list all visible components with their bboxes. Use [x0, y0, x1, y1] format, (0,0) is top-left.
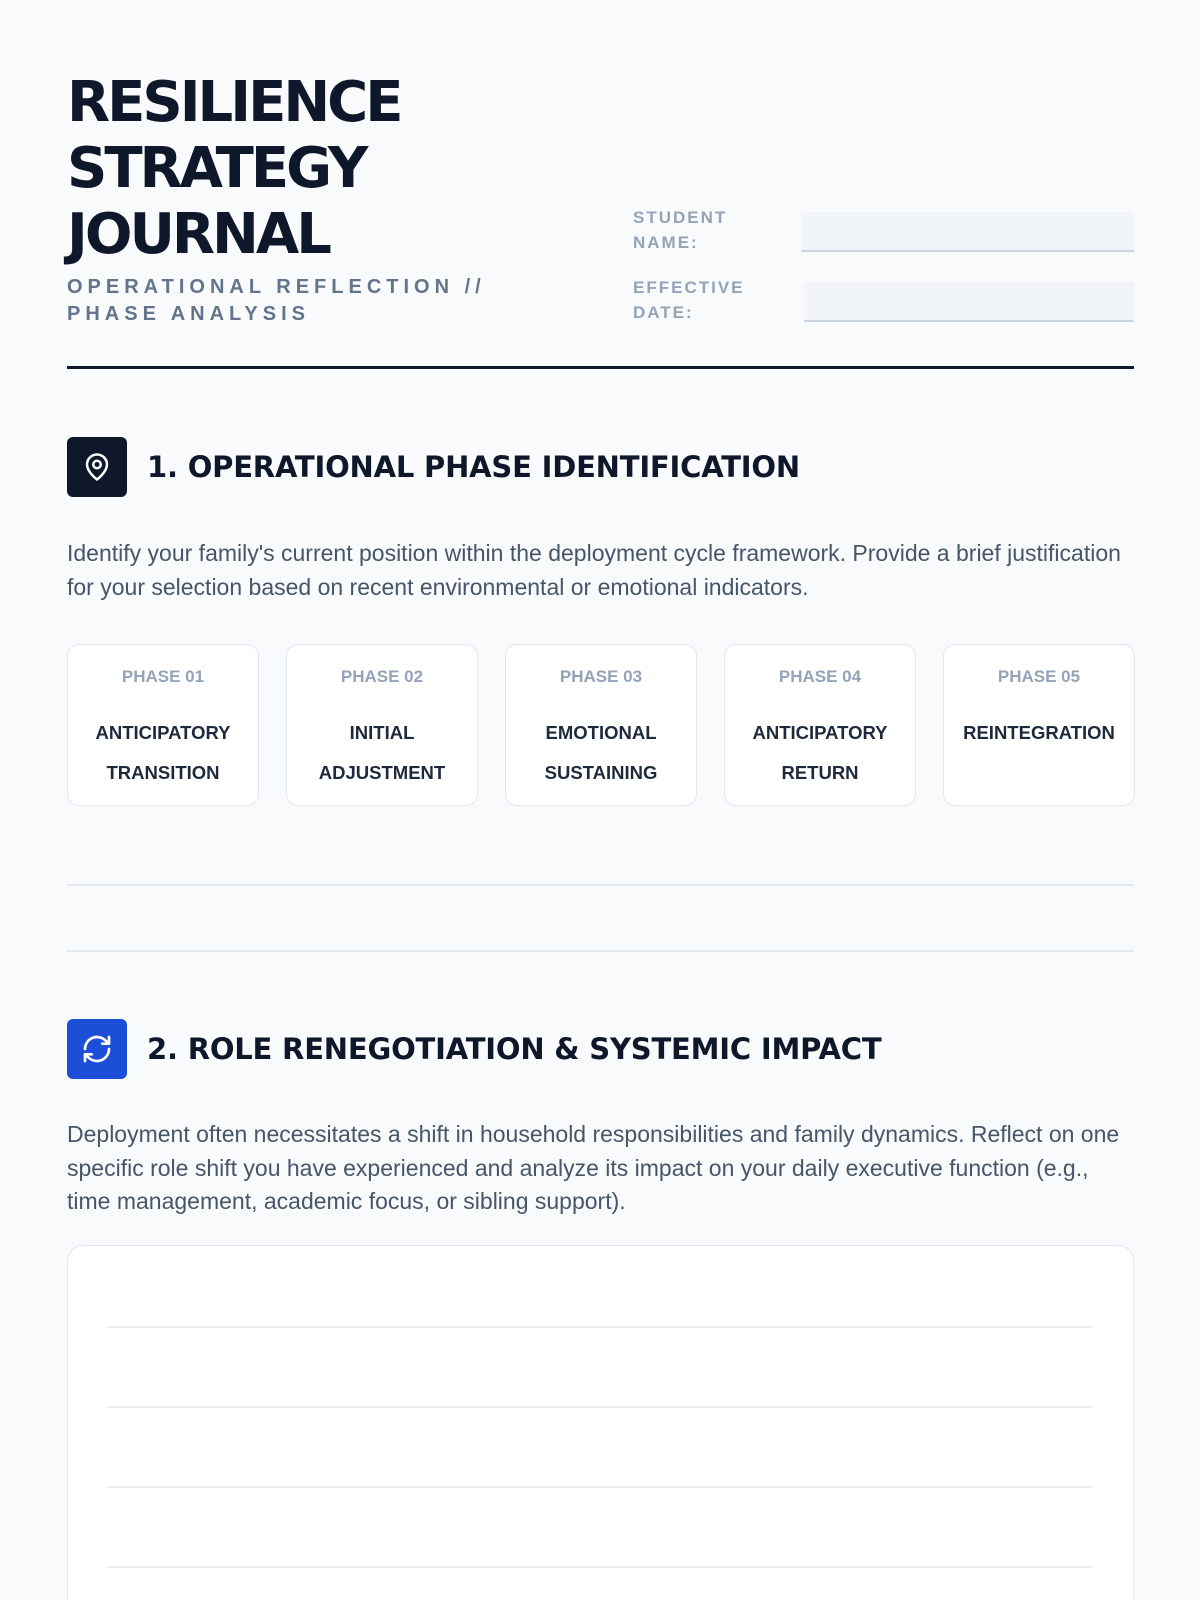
section-divider	[67, 950, 1134, 952]
response-writing-area[interactable]	[67, 1245, 1134, 1600]
map-pin-icon	[67, 437, 127, 497]
refresh-icon	[67, 1019, 127, 1079]
section-1-description: Identify your family's current position within the deployment cycle framework. Provide a brief justification for your selection based on recent environmental or emotional indicators.	[67, 540, 1121, 600]
page-title: RESILIENCE STRATEGY JOURNAL	[67, 70, 401, 267]
phase-name: ANTICIPATORY TRANSITION	[95, 722, 231, 783]
header-divider	[67, 366, 1134, 369]
section-1-header	[67, 437, 1134, 497]
writing-line	[108, 1566, 1093, 1568]
phase-card-04[interactable]	[724, 644, 916, 806]
phase-number: PHASE 01	[121, 667, 205, 686]
student-name-label: STUDENT NAME:	[633, 208, 728, 252]
section-2-description: Deployment often necessitates a shift in household responsibilities and family dynamics. Reflect on one specific role shift you have experienced and analyze its impact on your daily executive function (e.g., time management, academic focus, or sibling support).	[67, 1121, 1120, 1214]
phase-number: PHASE 04	[778, 667, 862, 686]
phase-name: INITIAL ADJUSTMENT	[318, 722, 446, 783]
phase-card-01[interactable]	[67, 644, 259, 806]
journal-header	[67, 0, 1134, 372]
journal-page	[67, 0, 1134, 1214]
page-subtitle: OPERATIONAL REFLECTION // PHASE ANALYSIS	[67, 276, 486, 325]
phase-options	[67, 644, 1134, 806]
writing-line	[108, 1406, 1093, 1408]
phase-name: REINTEGRATION	[963, 722, 1115, 743]
phase-number: PHASE 02	[340, 667, 424, 686]
justification-line[interactable]	[67, 884, 1134, 886]
phase-card-02[interactable]	[286, 644, 478, 806]
phase-card-05[interactable]	[943, 644, 1135, 806]
writing-line	[108, 1486, 1093, 1488]
phase-number: PHASE 03	[559, 667, 643, 686]
section-2-title: 2. ROLE RENEGOTIATION & SYSTEMIC IMPACT	[147, 1032, 882, 1066]
effective-date-field[interactable]	[804, 282, 1134, 322]
phase-name: ANTICIPATORY RETURN	[752, 722, 888, 783]
phase-card-03[interactable]	[505, 644, 697, 806]
phase-number: PHASE 05	[997, 667, 1081, 686]
writing-line	[108, 1326, 1093, 1328]
section-1-title: 1. OPERATIONAL PHASE IDENTIFICATION	[147, 450, 800, 484]
phase-name: EMOTIONAL SUSTAINING	[544, 722, 658, 783]
section-2-header	[67, 1019, 1134, 1079]
effective-date-label: EFFECTIVE DATE:	[633, 278, 745, 322]
student-name-field[interactable]	[801, 212, 1134, 252]
